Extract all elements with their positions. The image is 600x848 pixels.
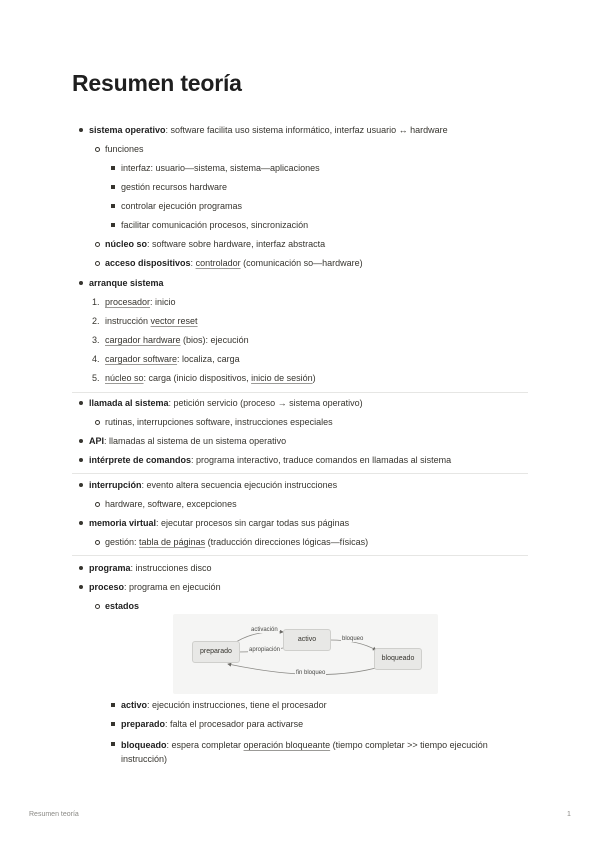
item-estados (105, 600, 139, 612)
step-text: : localiza, carga (177, 354, 240, 364)
bullet-circle (95, 604, 100, 609)
item-arranque-sistema (89, 277, 164, 289)
list-number: 3. (92, 335, 100, 345)
item-llamada-al-sistema (89, 397, 363, 409)
item-funcion-1: interfaz: usuario—sistema, sistema—aplicaciones (121, 163, 320, 173)
item-interrupcion (89, 479, 337, 491)
item-interprete (89, 454, 451, 466)
term: programa (89, 563, 131, 573)
item-estado-preparado (121, 718, 303, 730)
link-inicio-de-sesion[interactable]: inicio de sesión (251, 373, 313, 383)
step-5 (105, 372, 316, 384)
bullet-circle (95, 420, 100, 425)
step-4 (105, 353, 240, 365)
bullet-disc (79, 585, 83, 589)
definition: : programa interactivo, traduce comandos en llamadas al sistema (191, 455, 452, 465)
step-text: instrucción (105, 316, 151, 326)
definition: : ejecución instrucciones, tiene el procesador (147, 700, 327, 710)
term: activo (121, 700, 148, 710)
term: intérprete de comandos (89, 455, 192, 465)
definition: : programa en ejecución (124, 582, 221, 592)
bullet-square (111, 185, 115, 189)
item-llamada-sub: rutinas, interrupciones software, instrucciones especiales (105, 417, 333, 427)
bullet-disc (79, 281, 83, 285)
item-sistema-operativo (89, 124, 448, 136)
list-number: 2. (92, 316, 100, 326)
item-memoria-virtual (89, 517, 349, 529)
label-apropiacion: apropiación (249, 647, 281, 653)
item-interrupcion-sub: hardware, software, excepciones (105, 499, 237, 509)
step-text: (bios): ejecución (180, 335, 249, 345)
bullet-circle (95, 540, 100, 545)
item-funcion-2: gestión recursos hardware (121, 182, 228, 192)
link-nucleo-so[interactable]: núcleo so (105, 373, 144, 383)
link-vector-reset[interactable]: vector reset (150, 316, 198, 326)
link-cargador-software[interactable]: cargador software (105, 354, 178, 364)
term: interrupción (89, 480, 142, 490)
divider (72, 473, 528, 474)
separator: : (190, 258, 196, 268)
step-3 (105, 334, 249, 346)
item-funcion-3: controlar ejecución programas (121, 201, 243, 211)
divider (72, 392, 528, 393)
process-state-diagram (173, 614, 438, 694)
term: acceso dispositivos (105, 258, 191, 268)
bullet-square (111, 223, 115, 227)
link-operacion-bloqueante[interactable]: operación bloqueante (243, 740, 331, 750)
item-api (89, 435, 286, 447)
link-tabla-de-paginas[interactable]: tabla de páginas (139, 537, 206, 547)
term: preparado (121, 719, 166, 729)
term: estados (105, 601, 140, 611)
item-acceso-dispositivos (105, 257, 363, 269)
link-procesador[interactable]: procesador (105, 297, 151, 307)
term: memoria virtual (89, 518, 157, 528)
page-title: Resumen teoría (72, 70, 242, 96)
definition: gestión: (105, 537, 140, 547)
term: núcleo so (105, 239, 148, 249)
item-proceso (89, 581, 221, 593)
definition: : software facilita uso sistema informático, interfaz usuario ↔ hardware (165, 125, 448, 135)
step-2 (105, 315, 198, 327)
list-number: 5. (92, 373, 100, 383)
bullet-circle (95, 502, 100, 507)
bullet-disc (79, 439, 83, 443)
step-text: : carga (inicio dispositivos, (143, 373, 252, 383)
definition: : evento altera secuencia ejecución instrucciones (141, 480, 338, 490)
item-memoria-sub (105, 536, 368, 548)
link-cargador-hardware[interactable]: cargador hardware (105, 335, 181, 345)
definition: (tiempo completar >> tiempo ejecución instrucción) (121, 740, 488, 764)
definition: : llamadas al sistema de un sistema operativo (104, 436, 287, 446)
bullet-disc (79, 401, 83, 405)
definition: (traducción direcciones lógicas—físicas) (205, 537, 369, 547)
footer-page-number: 1 (567, 811, 571, 818)
bullet-disc (79, 458, 83, 462)
item-estado-activo (121, 699, 327, 711)
bullet-square (111, 166, 115, 170)
label-fin-bloqueo: fin bloqueo (296, 670, 326, 676)
step-text: : inicio (150, 297, 176, 307)
term: sistema operativo (89, 125, 166, 135)
bullet-circle (95, 261, 100, 266)
bullet-disc (79, 128, 83, 132)
term: proceso (89, 582, 125, 592)
step-1 (105, 296, 176, 308)
bullet-disc (79, 483, 83, 487)
bullet-disc (79, 521, 83, 525)
item-nucleo-so (105, 238, 325, 250)
item-programa (89, 562, 212, 574)
term: bloqueado (121, 740, 167, 750)
item-funciones: funciones (105, 144, 144, 154)
definition: : falta el procesador para activarse (165, 719, 304, 729)
definition: : instrucciones disco (130, 563, 212, 573)
definition: : espera completar (166, 740, 244, 750)
label-bloqueo: bloqueo (342, 636, 364, 642)
list-number: 4. (92, 354, 100, 364)
bullet-circle (95, 147, 100, 152)
definition: : ejecutar procesos sin cargar todas sus páginas (156, 518, 350, 528)
footer-title: Resumen teoría (29, 811, 79, 818)
link-controlador[interactable]: controlador (195, 258, 241, 268)
label-activacion: activación (251, 627, 278, 633)
node-activo: activo (283, 629, 331, 651)
bullet-square (111, 722, 115, 726)
step-text: ) (312, 373, 316, 383)
definition: : petición servicio (proceso → sistema operativo) (168, 398, 363, 408)
list-number: 1. (92, 297, 100, 307)
bullet-square (111, 204, 115, 208)
bullet-square (111, 742, 115, 746)
bullet-disc (79, 566, 83, 570)
bullet-circle (95, 242, 100, 247)
divider (72, 555, 528, 556)
term: llamada al sistema (89, 398, 169, 408)
node-bloqueado: bloqueado (374, 648, 422, 670)
term: arranque sistema (89, 278, 164, 288)
bullet-square (111, 703, 115, 707)
term: API (89, 436, 105, 446)
item-estado-bloqueado (121, 738, 521, 766)
definition: : software sobre hardware, interfaz abstracta (147, 239, 326, 249)
node-preparado: preparado (192, 641, 240, 663)
edge-activacion (233, 632, 283, 644)
item-funcion-4: facilitar comunicación procesos, sincronización (121, 220, 309, 230)
definition: (comunicación so—hardware) (240, 258, 363, 268)
